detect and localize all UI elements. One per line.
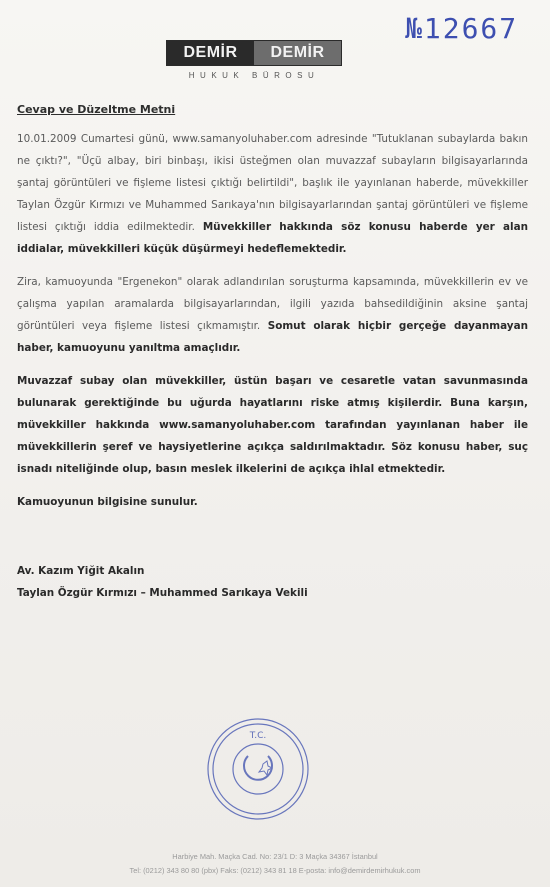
- signature-name: Av. Kazım Yiğit Akalın: [17, 565, 145, 577]
- logo-wordmark: [166, 40, 342, 66]
- letter-body: [17, 103, 528, 604]
- logo-tagline: HUKUK BÜROSU: [188, 71, 320, 80]
- logo-left-word: DEMİR: [167, 41, 254, 65]
- paragraph-1: [17, 128, 528, 260]
- paragraph-2-emphasis: Somut olarak hiçbir gerçeğe dayanmayan haber, kamuoyunu yanıltma amaçlıdır.: [17, 320, 528, 354]
- paragraph-1-emphasis: Müvekkiller hakkında söz konusu haberde yer alan iddialar, müvekkilleri küçük düşürmeyi hedeflemektedir.: [17, 221, 528, 255]
- paragraph-1-text: 10.01.2009 Cumartesi günü, www.samanyoluhaber.com adresinde "Tutuklanan subaylarda bakın ne çıktı?", "Üçü albay, biri binbaşı, ikisi üsteğmen olan muvazzaf subayların bilgisayarlarında şantaj görüntüleri ve fişleme listesi çıktığı belirtildi", başlık ile yayınlanan haberde, müvekkiller Taylan Özgür Kırmızı ve Muhammed Sarıkaya'nın bilgisayarlarından şantaj görüntüleri ve fişleme listesi çıktığı iddia edilmektedir.: [17, 133, 528, 233]
- official-seal-icon: [205, 716, 311, 822]
- letter-title: Cevap ve Düzeltme Metni: [17, 103, 176, 116]
- paragraph-3: Muvazzaf subay olan müvekkiller, üstün başarı ve cesaretle vatan savunmasında bulunarak gerektiğinde bu uğurda hayatlarını riske atmış kişilerdir. Buna karşın, müvekkiller hakkında www.samanyoluhaber.com tarafından yayınlanan haber ile müvekkillerin şeref ve haysiyetlerine açıkça saldırılmaktadır. Söz konusu haber, suç isnadı niteliğinde olup, basın meslek ilkelerini de açıkça ihlal etmektedir.: [17, 375, 528, 475]
- document-number-stamp: №12667: [405, 12, 519, 45]
- paragraph-2-text: Zira, kamuoyunda "Ergenekon" olarak adlandırılan soruşturma kapsamında, müvekkillerin ev ve çalışma yapılan aramalarda bilgisayarlarından, ilgili yazıda bahsedildiğinin aksine şantaj görüntüleri veya fişleme listesi çıkmamıştır.: [17, 276, 528, 332]
- logo-right-word: DEMİR: [254, 41, 341, 65]
- footer-contact: Tel: (0212) 343 80 80 (pbx) Faks: (0212) 343 81 18 E-posta: info@demirdemirhukuk.com: [129, 866, 421, 875]
- closing-line: Kamuoyunun bilgisine sunulur.: [17, 496, 198, 508]
- footer-address: Harbiye Mah. Maçka Cad. No: 23/1 D: 3 Maçka 34367 İstanbul: [172, 852, 378, 861]
- signature-role: Taylan Özgür Kırmızı – Muhammed Sarıkaya Vekili: [17, 587, 308, 599]
- seal-center-text: T.C.: [249, 731, 267, 741]
- paragraph-2: [17, 271, 528, 359]
- firm-logo: [166, 40, 342, 80]
